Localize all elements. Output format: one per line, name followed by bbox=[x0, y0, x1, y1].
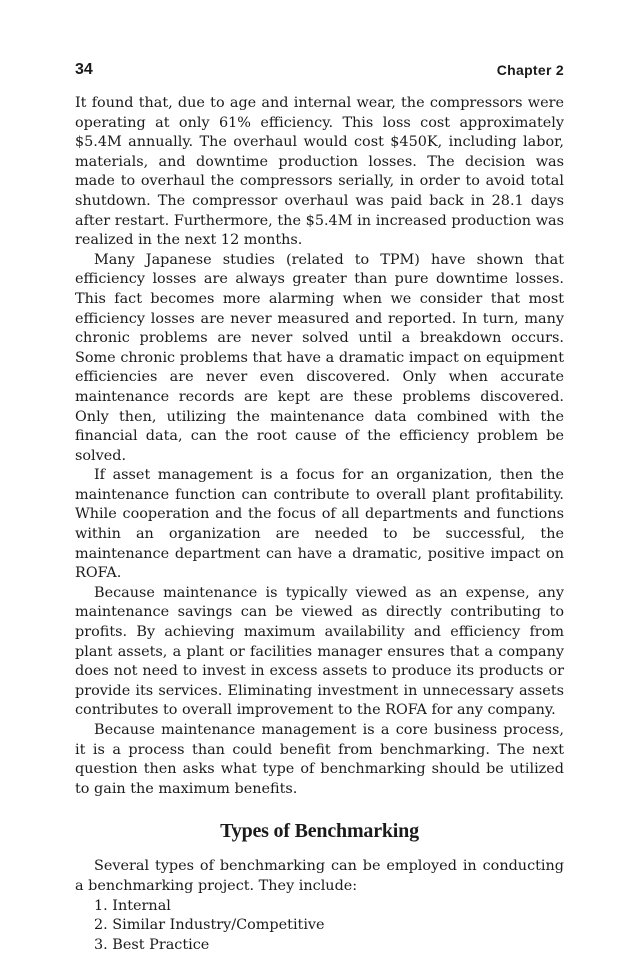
paragraph: Because maintenance is typically viewed as an expense, any maintenance savings can be viewed as directly contributing to profits. By achieving maximum availability and efficiency from plant assets, a plant or facilities manager ensures that a company does not need to invest in excess assets to produce its products or provide its services. Eliminating investment in unnecessary assets contributes to overall improvement to the ROFA for any company. bbox=[75, 584, 564, 719]
chapter-label: Chapter 2 bbox=[496, 62, 564, 78]
page-body bbox=[75, 94, 564, 955]
paragraph: If asset management is a focus for an organization, then the maintenance function can contribute to overall plant profitability. While cooperation and the focus of all departments and functions within an organization are needed to be successful, the maintenance department can have a dramatic, positive impact on ROFA. bbox=[75, 467, 564, 582]
list-item: 3. Best Practice bbox=[94, 936, 210, 953]
page-number: 34 bbox=[75, 61, 93, 78]
paragraph: Because maintenance management is a core business process, it is a process than could benefit from benchmarking. The next question then asks what type of benchmarking should be utilized to gain the maximum benefits. bbox=[75, 722, 564, 797]
running-header bbox=[75, 61, 564, 83]
section-intro-paragraph: Several types of benchmarking can be employed in conducting a benchmarking project. They include: bbox=[75, 858, 564, 894]
list-item: 1. Internal bbox=[94, 897, 171, 914]
benchmarking-types-list bbox=[75, 897, 564, 956]
list-item: 2. Similar Industry/Competitive bbox=[94, 917, 325, 934]
paragraph: It found that, due to age and internal wear, the compressors were operating at only 61% efficiency. This loss cost approximately $5.4M annually. The overhaul would cost $450K, including labor, materials, and downtime production losses. The decision was made to overhaul the compressors serially, in order to avoid total shutdown. The compressor overhaul was paid back in 28.1 days after restart. Furthermore, the $5.4M in increased production was realized in the next 12 months. bbox=[75, 95, 564, 249]
paragraph: Many Japanese studies (related to TPM) have shown that efficiency losses are always greater than pure downtime losses. This fact becomes more alarming when we consider that most efficiency losses are never measured and reported. In turn, many chronic problems are never solved until a breakdown occurs. Some chronic problems that have a dramatic impact on equipment efficiencies are never even discovered. Only when accurate maintenance records are kept are these problems discovered. Only then, utilizing the maintenance data combined with the financial data, can the root cause of the efficiency problem be solved. bbox=[75, 251, 564, 464]
section-heading: Types of Benchmarking bbox=[220, 820, 419, 843]
